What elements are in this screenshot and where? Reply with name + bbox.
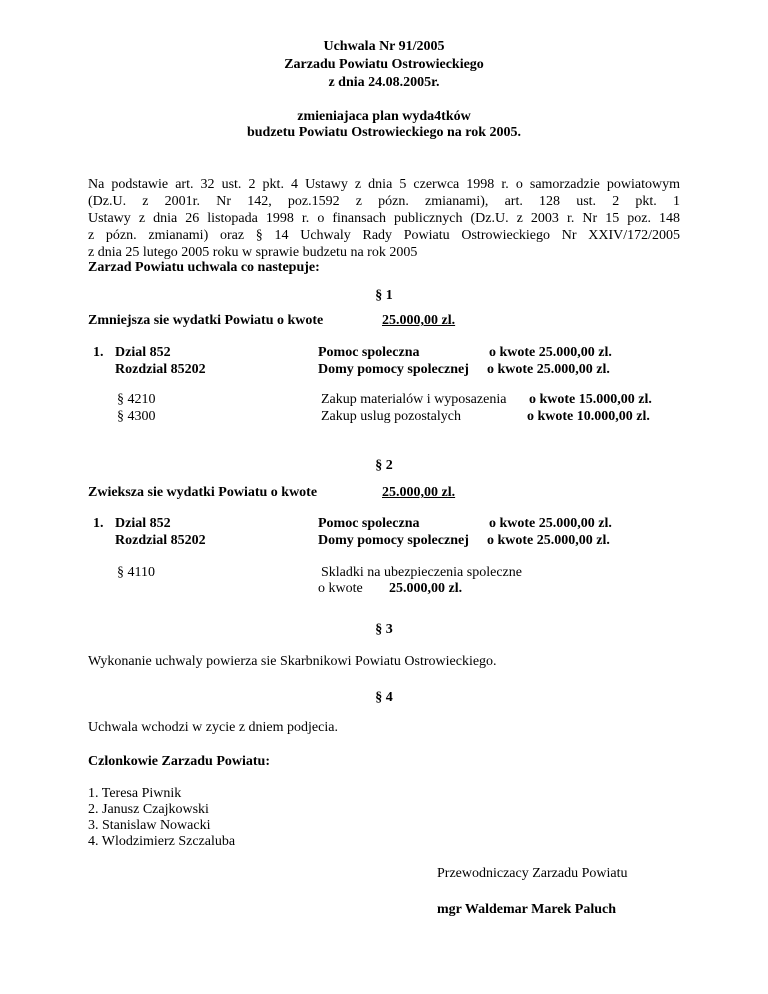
intro-line: Ustawy z dnia 26 listopada 1998 r. o finansach publicznych (Dz.U. z 2003 r. Nr 15 poz. 148 [88,211,680,226]
members-heading: Czlonkowie Zarzadu Powiatu: [88,754,270,769]
intro-line: z dnia 25 lutego 2005 roku w sprawie budzetu na rok 2005 [88,245,418,260]
signature-title: Przewodniczacy Zarzadu Powiatu [437,866,628,881]
section-4-heading: § 4 [375,690,393,705]
section-2-rozdzial: Rozdzial 85202 [115,533,206,548]
resolves-statement: Zarzad Powiatu uchwala co nastepuje: [88,260,320,275]
section-1-rozdzial-desc: Domy pomocy spolecznej [318,362,469,377]
member-item: 3. Stanislaw Nowacki [88,818,211,833]
subject-line-1: zmieniajaca plan wyda4tków [297,109,471,124]
section-3-heading: § 3 [375,622,393,637]
section-3-text: Wykonanie uchwaly powierza sie Skarbnikowi Powiatu Ostrowieckiego. [88,654,497,669]
member-item: 1. Teresa Piwnik [88,786,182,801]
section-1-paragraph-code: § 4300 [117,409,156,424]
intro-line: (Dz.U. z 2001r. Nr 142, poz.1592 z pózn. zmianami), art. 128 ust. 2 pkt. 1 [88,194,680,209]
resolution-date: z dnia 24.08.2005r. [328,75,440,90]
section-1-item-number: 1. [93,345,104,360]
member-item: 2. Janusz Czajkowski [88,802,209,817]
intro-line: z pózn. zmianami) oraz § 14 Uchwaly Rady Powiatu Ostrowieckiego Nr XXIV/172/2005 [88,228,680,243]
section-1-paragraph-desc: Zakup uslug pozostalych [321,409,461,424]
section-1-paragraph-code: § 4210 [117,392,156,407]
section-2-amount: 25.000,00 zl. [382,485,456,500]
section-1-paragraph-amount: o kwote 15.000,00 zl. [529,392,652,407]
section-2-amount-prefix: o kwote [318,581,363,596]
subject-line-2: budzetu Powiatu Ostrowieckiego na rok 2005. [246,125,522,140]
section-2-dzial-desc: Pomoc spoleczna [318,516,420,531]
section-2-rozdzial-amount: o kwote 25.000,00 zl. [487,533,610,548]
section-2-item-number: 1. [93,516,104,531]
section-2-paragraph-desc: Skladki na ubezpieczenia spoleczne [321,565,522,580]
board-name: Zarzadu Powiatu Ostrowieckiego [284,57,484,72]
section-2-paragraph-amount: 25.000,00 zl. [389,581,463,596]
section-2-heading: § 2 [375,458,393,473]
section-2-dzial: Dzial 852 [115,516,171,531]
section-1-heading: § 1 [375,288,393,303]
section-1-dzial: Dzial 852 [115,345,171,360]
section-1-paragraph-desc: Zakup materialów i wyposazenia [321,392,507,407]
section-1-label: Zmniejsza sie wydatki Powiatu o kwote [88,313,324,328]
section-1-amount: 25.000,00 zl. [382,313,456,328]
section-2-label: Zwieksza sie wydatki Powiatu o kwote [88,485,318,500]
section-1-dzial-amount: o kwote 25.000,00 zl. [489,345,612,360]
intro-line: Na podstawie art. 32 ust. 2 pkt. 4 Ustawy z dnia 5 czerwca 1998 r. o samorzadzie powiatowym [88,177,680,192]
section-1-dzial-desc: Pomoc spoleczna [318,345,420,360]
section-1-rozdzial-amount: o kwote 25.000,00 zl. [487,362,610,377]
section-2-paragraph-code: § 4110 [117,565,155,580]
section-2-dzial-amount: o kwote 25.000,00 zl. [489,516,612,531]
section-1-rozdzial: Rozdzial 85202 [115,362,206,377]
resolution-number: Uchwala Nr 91/2005 [323,39,445,54]
section-2-rozdzial-desc: Domy pomocy spolecznej [318,533,469,548]
section-1-paragraph-amount: o kwote 10.000,00 zl. [527,409,650,424]
member-item: 4. Wlodzimierz Szczaluba [88,834,236,849]
signature-name: mgr Waldemar Marek Paluch [437,902,617,917]
section-4-text: Uchwala wchodzi w zycie z dniem podjecia. [88,720,338,735]
